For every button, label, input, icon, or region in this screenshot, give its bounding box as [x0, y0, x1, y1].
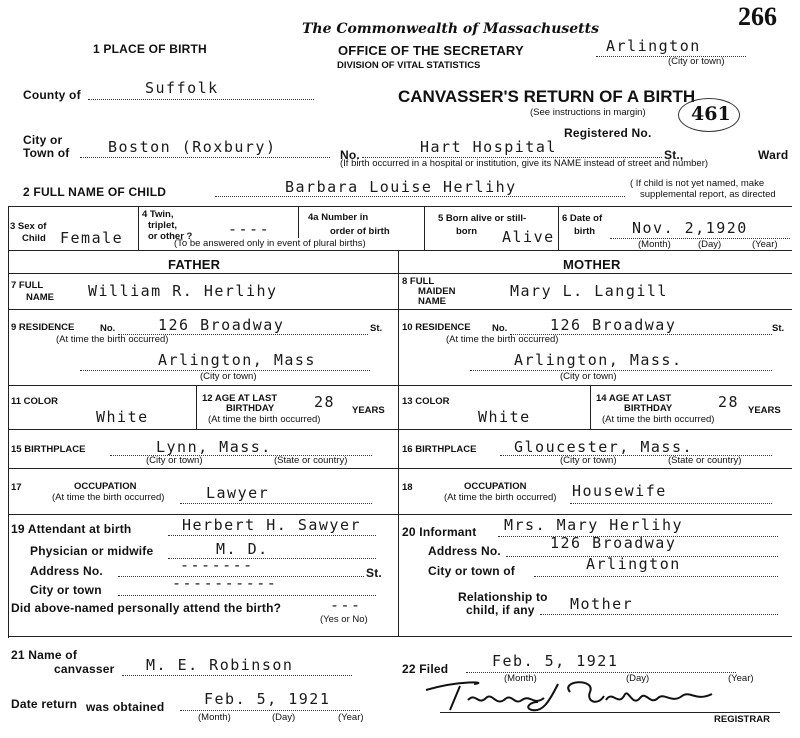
attendant-city-label: City or town	[30, 583, 102, 597]
father-birthplace-label: 15 BIRTHPLACE	[11, 444, 86, 455]
informant-value: Mrs. Mary Herlihy	[504, 516, 684, 534]
mother-bp-state-hint: (State or country)	[668, 455, 742, 466]
division-heading: DIVISION OF VITAL STATISTICS	[337, 60, 481, 71]
father-city-hint: (City or town)	[200, 371, 257, 382]
registrar-signature	[420, 676, 720, 716]
page-number: 266	[738, 2, 777, 31]
mother-city-hint: (City or town)	[560, 371, 617, 382]
registered-label: Registered No.	[564, 126, 652, 140]
title-hint: (See instructions in margin)	[530, 107, 646, 118]
father-heading: FATHER	[168, 257, 221, 272]
filed-label: 22 Filed	[402, 662, 449, 676]
father-age-label-1: 12 AGE AT LAST	[202, 393, 278, 404]
physician-label: Physician or midwife	[30, 544, 154, 558]
mother-birthplace-value: Gloucester, Mass.	[514, 438, 694, 456]
father-color-label: 11 COLOR	[11, 396, 58, 407]
county-label: County of	[23, 88, 81, 102]
county-value: Suffolk	[145, 79, 219, 97]
father-occupation-value: Lawyer	[206, 484, 270, 502]
relationship-label-2: child, if any	[466, 603, 535, 617]
relationship-value: Mother	[570, 595, 634, 613]
attendant-city-value: ----------	[172, 574, 278, 592]
father-residence-value: 126 Broadway	[158, 316, 285, 334]
father-name-label-1: 7 FULL	[11, 280, 44, 291]
form-title: CANVASSER'S RETURN OF A BIRTH	[398, 87, 696, 106]
no-label: No.	[340, 148, 360, 162]
father-bp-state-hint: (State or country)	[274, 455, 348, 466]
relationship-label-1: Relationship to	[458, 590, 548, 604]
date-label-2: birth	[574, 226, 596, 237]
canvasser-year-hint: (Year)	[338, 712, 364, 723]
father-residence-st: St.	[370, 323, 383, 334]
mother-age-label-1: 14 AGE AT LAST	[596, 393, 672, 404]
father-occupation-hint: (At time the birth occurred)	[52, 492, 165, 503]
date-obtained-label-1: Date return	[11, 697, 78, 711]
informant-address-label: Address No.	[428, 544, 501, 558]
hospital-note: (If birth occurred in a hospital or institution, give its NAME instead of street and number)	[340, 158, 709, 169]
born-label-1: 5 Born alive or still-	[438, 213, 527, 224]
mother-age-label-2: BIRTHDAY	[624, 403, 673, 414]
header-city-value: Arlington	[606, 37, 701, 55]
mother-name-label-3: NAME	[418, 296, 446, 307]
canvasser-day-hint: (Day)	[272, 712, 296, 723]
mother-residence-hint: (At time the birth occurred)	[446, 334, 559, 345]
mother-name-label-2: MAIDEN	[418, 286, 456, 297]
father-age-value: 28	[314, 393, 336, 411]
st-label: St.,	[664, 148, 684, 162]
father-birthplace-value: Lynn, Mass.	[156, 438, 272, 456]
number-label-2: order of birth	[330, 226, 390, 237]
twin-label-1: 4 Twin,	[142, 209, 174, 220]
plural-note: (To be answered only in event of plural births)	[174, 238, 366, 249]
twin-label-2: triplet,	[148, 220, 178, 231]
commonwealth-heading: The Commonwealth of Massachusetts	[302, 21, 599, 37]
mother-years-label: YEARS	[748, 405, 781, 416]
filed-value: Feb. 5, 1921	[492, 652, 619, 670]
father-residence-city: Arlington, Mass	[158, 351, 316, 369]
father-name-label-2: NAME	[26, 292, 54, 303]
canvasser-label-2: canvasser	[54, 662, 115, 676]
informant-label: 20 Informant	[402, 525, 477, 539]
father-occupation-number: 17	[11, 482, 22, 493]
registrar-label: REGISTRAR	[714, 714, 770, 725]
mother-residence-st: St.	[772, 323, 785, 334]
ward-label: Ward	[758, 148, 789, 162]
father-occupation-label: OCCUPATION	[74, 481, 137, 492]
father-residence-no: No.	[100, 323, 116, 334]
twin-value: ----	[228, 220, 271, 238]
header-city-hint: (City or town)	[668, 56, 725, 67]
attend-question: Did above-named personally attend the birth?	[11, 601, 282, 615]
mother-occupation-value: Housewife	[572, 482, 667, 500]
mother-heading: MOTHER	[563, 257, 621, 272]
father-residence-hint: (At time the birth occurred)	[56, 334, 169, 345]
city-label-1: City or	[23, 133, 63, 147]
attendant-value: Herbert H. Sawyer	[182, 516, 362, 534]
attend-value: ---	[330, 596, 362, 614]
mother-residence-no: No.	[492, 323, 508, 334]
date-obtained-label-2: was obtained	[86, 700, 165, 714]
filed-month-hint: (Month)	[504, 673, 537, 684]
attendant-st-label: St.	[366, 566, 382, 580]
mother-name-value: Mary L. Langill	[510, 282, 668, 300]
mother-age-value: 28	[718, 393, 740, 411]
not-named-note-1: ( If child is not yet named, make	[630, 178, 765, 189]
informant-city-label: City or town of	[428, 564, 515, 578]
canvasser-month-hint: (Month)	[198, 712, 231, 723]
father-color-value: White	[96, 408, 149, 426]
physician-value: M. D.	[216, 540, 269, 558]
date-of-birth-value: Nov. 2,1920	[632, 219, 748, 237]
born-label-2: born	[456, 226, 478, 237]
twin-label-3: or other ?	[148, 231, 193, 242]
attendant-address-value: -------	[180, 556, 254, 574]
number-label-1: 4a Number in	[308, 212, 369, 223]
father-years-label: YEARS	[352, 405, 385, 416]
mother-color-value: White	[478, 408, 531, 426]
sex-value: Female	[60, 229, 124, 247]
mother-occupation-hint: (At time the birth occurred)	[444, 492, 557, 503]
date-label-1: 6 Date of	[562, 213, 603, 224]
canvasser-value: M. E. Robinson	[146, 656, 294, 674]
child-name-value: Barbara Louise Herlihy	[285, 178, 517, 196]
attendant-address-label: Address No.	[30, 564, 103, 578]
year-hint: (Year)	[752, 239, 778, 250]
father-residence-label: 9 RESIDENCE	[11, 322, 75, 333]
born-value: Alive	[502, 228, 555, 246]
informant-address-value: 126 Broadway	[550, 534, 677, 552]
mother-age-hint: (At time the birth occurred)	[602, 414, 715, 425]
mother-color-label: 13 COLOR	[402, 396, 450, 407]
mother-residence-label: 10 RESIDENCE	[402, 322, 471, 333]
mother-occupation-number: 18	[402, 482, 413, 493]
mother-occupation-label: OCCUPATION	[464, 481, 527, 492]
mother-bp-city-hint: (City or town)	[560, 455, 617, 466]
child-name-label: 2 FULL NAME OF CHILD	[23, 185, 167, 199]
registered-number: 461	[691, 103, 731, 125]
date-obtained-value: Feb. 5, 1921	[204, 690, 331, 708]
filed-day-hint: (Day)	[626, 673, 650, 684]
place-of-birth-label: 1 PLACE OF BIRTH	[93, 42, 207, 56]
not-named-note-2: supplemental report, as directed	[640, 189, 776, 200]
city-value: Boston (Roxbury)	[108, 138, 277, 156]
father-age-hint: (At time the birth occurred)	[208, 414, 321, 425]
father-age-label-2: BIRTHDAY	[226, 403, 275, 414]
father-bp-city-hint: (City or town)	[146, 455, 203, 466]
day-hint: (Day)	[698, 239, 722, 250]
office-heading: OFFICE OF THE SECRETARY	[338, 43, 524, 58]
sex-label-1: 3 Sex of	[10, 221, 47, 232]
informant-city-value: Arlington	[586, 555, 681, 573]
canvasser-label-1: 21 Name of	[11, 648, 78, 662]
filed-year-hint: (Year)	[728, 673, 754, 684]
mother-name-label-1: 8 FULL	[402, 276, 435, 287]
sex-label-2: Child	[22, 233, 46, 244]
father-name-value: William R. Herlihy	[88, 282, 278, 300]
mother-birthplace-label: 16 BIRTHPLACE	[402, 444, 477, 455]
yes-no-hint: (Yes or No)	[320, 614, 368, 625]
attendant-label: 19 Attendant at birth	[11, 522, 132, 536]
city-label-2: Town of	[23, 146, 70, 160]
hospital-value: Hart Hospital	[420, 138, 557, 156]
month-hint: (Month)	[638, 239, 671, 250]
mother-residence-value: 126 Broadway	[550, 316, 677, 334]
mother-residence-city: Arlington, Mass.	[514, 351, 683, 369]
